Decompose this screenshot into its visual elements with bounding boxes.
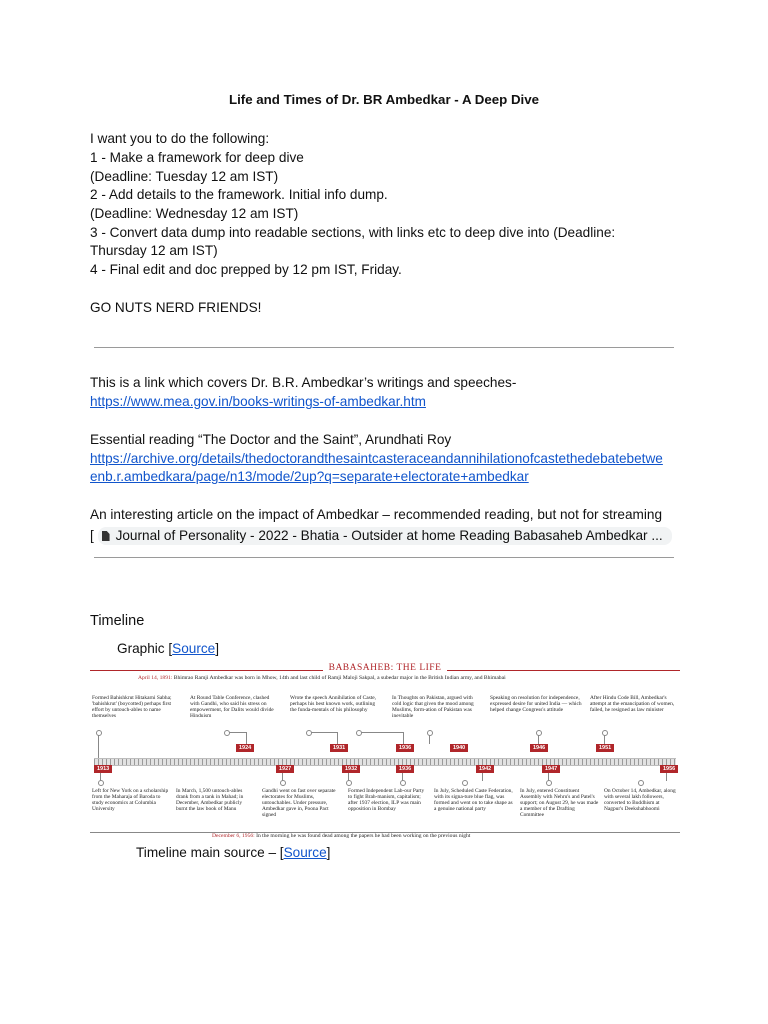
connector-line [229, 732, 247, 733]
file-smart-chip[interactable] [98, 527, 672, 545]
year-label: 1940 [450, 744, 468, 752]
reading-link-continued[interactable]: enb.r.ambedkara/page/n13/mode/2up?q=separate+electorate+ambedkar [90, 469, 529, 484]
year-label: 1936 [396, 765, 414, 773]
year-label: 1927 [276, 765, 294, 773]
connector-dot [346, 780, 352, 786]
event-text: After Hindu Code Bill, Ambedkar's attempt at the emancipation of women, failed, he resigned as law minister [590, 695, 675, 714]
year-label: 1951 [596, 744, 614, 752]
timeline-caption [136, 845, 330, 860]
event-text: Formed Bahishkrut Hitakarni Sabha; 'bahishkrut' (boycotted) perhaps first effort by untouch-ables to name themselves [92, 695, 172, 720]
caption-close: ] [326, 845, 331, 860]
birth-note [138, 675, 678, 681]
year-label: 1932 [342, 765, 360, 773]
article-row [90, 527, 672, 545]
timeline-axis [94, 758, 676, 766]
event-text: In Thoughts on Pakistan, argued with cold logic that given the mood among Muslims, form-ation of Pakistan was inevitable [392, 695, 474, 720]
graphic-close: ] [215, 641, 220, 656]
caption-label: Timeline main source – [ [136, 845, 284, 860]
intro-line: 3 - Convert data dump into readable sections, with links etc to deep dive into (Deadline: [90, 225, 616, 240]
intro-line: 4 - Final edit and doc prepped by 12 pm IST, Friday. [90, 262, 402, 277]
event-text: In July, entered Constituent Assembly with Nehru's and Patel's support; on August 29, he was made a member of the Drafting Committee [520, 788, 599, 819]
connector-line [311, 732, 337, 733]
shout-line: GO NUTS NERD FRIENDS! [90, 300, 262, 315]
intro-line: (Deadline: Wednesday 12 am IST) [90, 206, 299, 221]
intro-line: Thursday 12 am IST) [90, 243, 218, 258]
caption-source-link[interactable]: Source [283, 845, 327, 860]
year-label: 1924 [236, 744, 254, 752]
connector-dot [638, 780, 644, 786]
horizontal-rule [94, 557, 674, 558]
death-text: In the morning he was found dead among the papers he had been working on the previous night [256, 833, 471, 839]
year-label: 1931 [330, 744, 348, 752]
connector-dot [602, 730, 608, 736]
connector-line [429, 735, 430, 744]
event-text: In July, Scheduled Caste Federation, with its signa-ture blue flag, was formed and went on to take shape as a genuine national party [434, 788, 513, 813]
event-text: On October 14, Ambedkar, along with several lakh followers, converted to Buddhism at Nagpur's Deekshabhoomi [604, 788, 676, 813]
year-label: 1946 [530, 744, 548, 752]
year-label: 1956 [660, 765, 678, 773]
document-icon [102, 531, 110, 541]
timeline-heading: Timeline [90, 613, 145, 629]
year-label: 1942 [476, 765, 494, 773]
year-label: 1936 [396, 744, 414, 752]
open-bracket: [ [90, 528, 94, 543]
connector-line [403, 732, 404, 744]
connector-dot [427, 730, 433, 736]
year-label: 1947 [542, 765, 560, 773]
graphic-label: Graphic [ [117, 641, 173, 656]
graphic-source-line [117, 640, 219, 659]
event-text: Left for New York on a scholarship from the Maharaja of Baroda to study economics at Columbia University [92, 788, 169, 813]
connector-line [604, 735, 605, 744]
writings-text: This is a link which covers Dr. B.R. Ambedkar’s writings and speeches- [90, 375, 517, 390]
event-text: Wrote the speech Annihilation of Caste, perhaps his best known work, outlining the funda-mentals of his philosophy [290, 695, 377, 714]
horizontal-rule [94, 347, 674, 348]
article-text: An interesting article on the impact of Ambedkar – recommended reading, but not for streaming [90, 507, 662, 522]
connector-dot [356, 730, 362, 736]
connector-dot [98, 780, 104, 786]
intro-line: I want you to do the following: [90, 131, 270, 146]
event-text: Speaking on resolution for independence, expressed desire for united India — which helped change Congress's attitude [490, 695, 582, 714]
connector-dot [280, 780, 286, 786]
graphic-source-link[interactable]: Source [172, 641, 216, 656]
connector-dot [546, 780, 552, 786]
connector-line [666, 773, 667, 781]
connector-line [98, 735, 99, 758]
timeline-graphic [90, 662, 680, 842]
reading-text: Essential reading “The Doctor and the Saint”, Arundhati Roy [90, 432, 452, 447]
connector-dot [536, 730, 542, 736]
birth-text: Bhimrao Ramji Ambedkar was born in Mhow, 14th and last child of Ramji Maloji Sakpal, a subedar major in the British Indian army, and Bhimabai [173, 675, 506, 681]
connector-dot [462, 780, 468, 786]
banner-title [90, 663, 680, 673]
event-text: Gandhi went on fast over separate electorates for Muslims, untouchables. Under pressure, Ambedkar gave in, Poona Pact signed [262, 788, 336, 819]
file-chip-label: Journal of Personality - 2022 - Bhatia - Outsider at home Reading Babasaheb Ambedkar ... [115, 528, 663, 543]
death-note [212, 833, 672, 839]
reading-link[interactable]: https://archive.org/details/thedoctorandthesaintcasteraceandannihilationofcastethedebatebetwe [90, 451, 663, 466]
connector-line [361, 732, 403, 733]
document-title: Life and Times of Dr. BR Ambedkar - A Deep Dive [228, 92, 540, 107]
connector-line [337, 732, 338, 744]
connector-line [482, 773, 483, 781]
connector-line [246, 732, 247, 744]
intro-line: 2 - Add details to the framework. Initial info dump. [90, 187, 388, 202]
connector-dot [224, 730, 230, 736]
connector-dot [400, 780, 406, 786]
writings-link[interactable]: https://www.mea.gov.in/books-writings-of-ambedkar.htm [90, 394, 426, 409]
connector-dot [306, 730, 312, 736]
connector-line [538, 735, 539, 744]
birth-date: April 14, 1891: [138, 675, 173, 681]
connector-dot [96, 730, 102, 736]
intro-line: 1 - Make a framework for deep dive [90, 150, 304, 165]
event-text: In March, 1,500 untouch-ables drank from a tank in Mahad; in December, Ambedkar publicly burnt the law book of Manu [176, 788, 244, 813]
intro-line: (Deadline: Tuesday 12 am IST) [90, 169, 279, 184]
year-label: 1913 [94, 765, 112, 773]
event-text: At Round Table Conference, clashed with Gandhi, who said his stress on empowerment, for Dalits would divide Hinduism [190, 695, 274, 720]
death-date: December 6, 1956: [212, 833, 255, 839]
event-text: Formed Independent Lab-our Party to fight Brah-manism, capitalism; after 1937 election, ILP was main opposition in Bombay [348, 788, 425, 813]
banner-title-text: BABASAHEB: THE LIFE [323, 663, 448, 673]
